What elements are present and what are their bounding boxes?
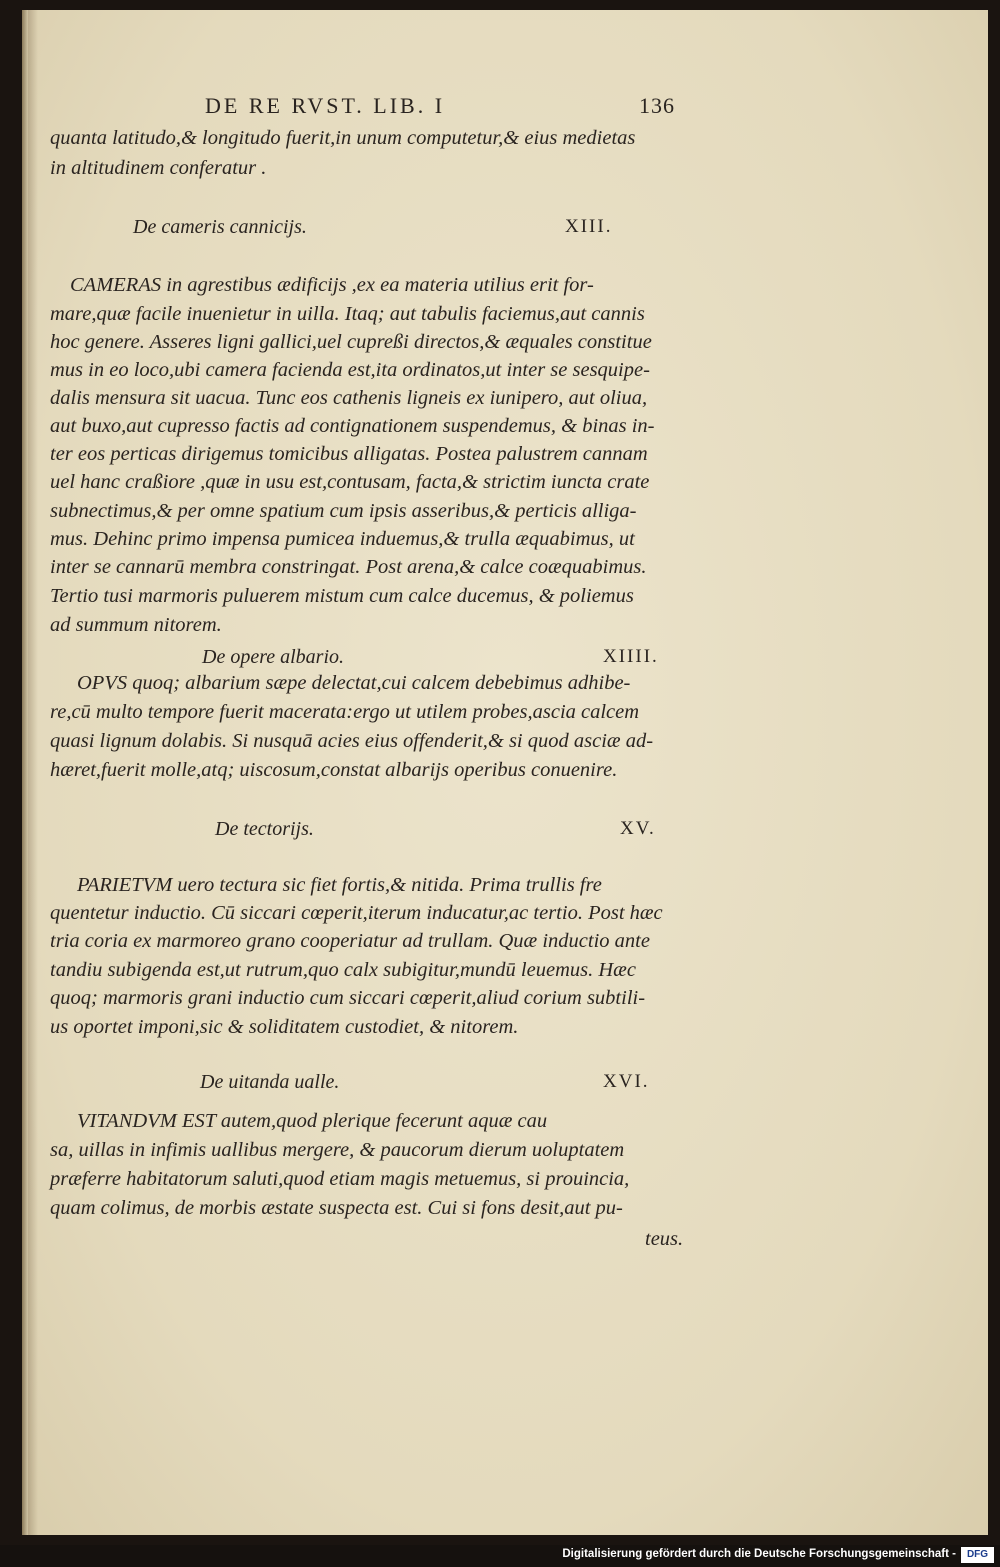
text-line: quoq; marmoris grani inductio cum siccari cœperit,aliud corium subtili- <box>50 987 646 1009</box>
dfg-logo: DFG <box>961 1547 994 1563</box>
text-line: tria coria ex marmoreo grano cooperiatur ad trullam. Quæ inductio ante <box>50 930 650 952</box>
text-line: quasi lignum dolabis. Si nusquā acies eius offenderit,& si quod asciæ ad- <box>50 730 654 752</box>
text-line: quentetur inductio. Cū siccari cœperit,iterum inducatur,ac tertio. Post hæc <box>50 902 663 924</box>
text-line: inter se cannarū membra constringat. Post arena,& calce coæquabimus. <box>50 556 647 578</box>
text-line: quam colimus, de morbis æstate suspecta est. Cui si fons desit,aut pu- <box>50 1197 623 1219</box>
text-line: PARIETVM uero tectura sic fiet fortis,& nitida. Prima trullis fre <box>77 874 602 896</box>
page-gutter-shadow <box>28 10 38 1535</box>
text-line: Tertio tusi marmoris puluerem mistum cum calce ducemus, & poliemus <box>50 585 634 607</box>
text-line: us oportet imponi,sic & soliditatem custodiet, & nitorem. <box>50 1016 519 1038</box>
text-line: CAMERAS in agrestibus ædificijs ,ex ea materia utilius erit for- <box>70 274 594 296</box>
text-line: tandiu subigenda est,ut rutrum,quo calx subigitur,mundū leuemus. Hæc <box>50 959 636 981</box>
text-line: dalis mensura sit uacua. Tunc eos cathenis ligneis ex iunipero, aut oliua, <box>50 387 648 409</box>
text-line: sa, uillas in infimis uallibus mergere, & paucorum dierum uoluptatem <box>50 1139 625 1161</box>
text-line: uel hanc craßiore ,quæ in usu est,contusam, facta,& strictim iuncta crate <box>50 471 650 493</box>
section-title: De uitanda ualle. <box>200 1071 340 1093</box>
running-header <box>205 93 675 119</box>
text-line: re,cū multo tempore fuerit macerata:ergo ut utilem probes,ascia calcem <box>50 701 640 723</box>
section-title: De tectorijs. <box>215 818 314 840</box>
text-line: VITANDVM EST autem,quod plerique fecerunt aquæ cau <box>77 1110 548 1132</box>
text-line: OPVS quoq; albarium sæpe delectat,cui calcem debebimus adhibe- <box>77 672 631 694</box>
text-line: in altitudinem conferatur . <box>50 157 267 179</box>
text-line: ad summum nitorem. <box>50 614 222 636</box>
text-line: hæret,fuerit molle,atq; uiscosum,constat albarijs operibus conuenire. <box>50 759 618 781</box>
section-number: XIIII. <box>603 646 659 667</box>
footer-credit: Digitalisierung gefördert durch die Deutsche Forschungsgemeinschaft - <box>562 1548 956 1560</box>
text-line: præferre habitatorum saluti,quod etiam magis metuemus, si prouincia, <box>50 1168 630 1190</box>
section-number: XIII. <box>565 216 613 237</box>
catchword: teus. <box>645 1228 684 1250</box>
text-line: quanta latitudo,& longitudo fuerit,in unum computetur,& eius medietas <box>50 127 636 149</box>
section-number: XVI. <box>603 1071 650 1092</box>
text-line: mus. Dehinc primo impensa pumicea induemus,& trulla æquabimus, ut <box>50 528 635 550</box>
section-title: De cameris cannicijs. <box>133 216 307 238</box>
text-line: aut buxo,aut cupresso factis ad contignationem suspendemus, & binas in- <box>50 415 655 437</box>
text-line: subnectimus,& per omne spatium cum ipsis asseribus,& perticis alliga- <box>50 500 637 522</box>
running-title: DE RE RVST. LIB. I <box>205 93 446 118</box>
text-line: ter eos perticas dirigemus tomicibus alligatas. Postea palustrem cannam <box>50 443 648 465</box>
text-line: hoc genere. Asseres ligni gallici,uel cupreßi directos,& æquales constitue <box>50 331 652 353</box>
page-number: 136 <box>639 93 675 118</box>
section-number: XV. <box>620 818 656 839</box>
section-title: De opere albario. <box>202 646 345 668</box>
text-line: mus in eo loco,ubi camera facienda est,ita ordinatos,ut inter se sesquipe- <box>50 359 650 381</box>
text-line: mare,quæ facile inuenietur in uilla. Itaq; aut tabulis faciemus,aut cannis <box>50 303 645 325</box>
